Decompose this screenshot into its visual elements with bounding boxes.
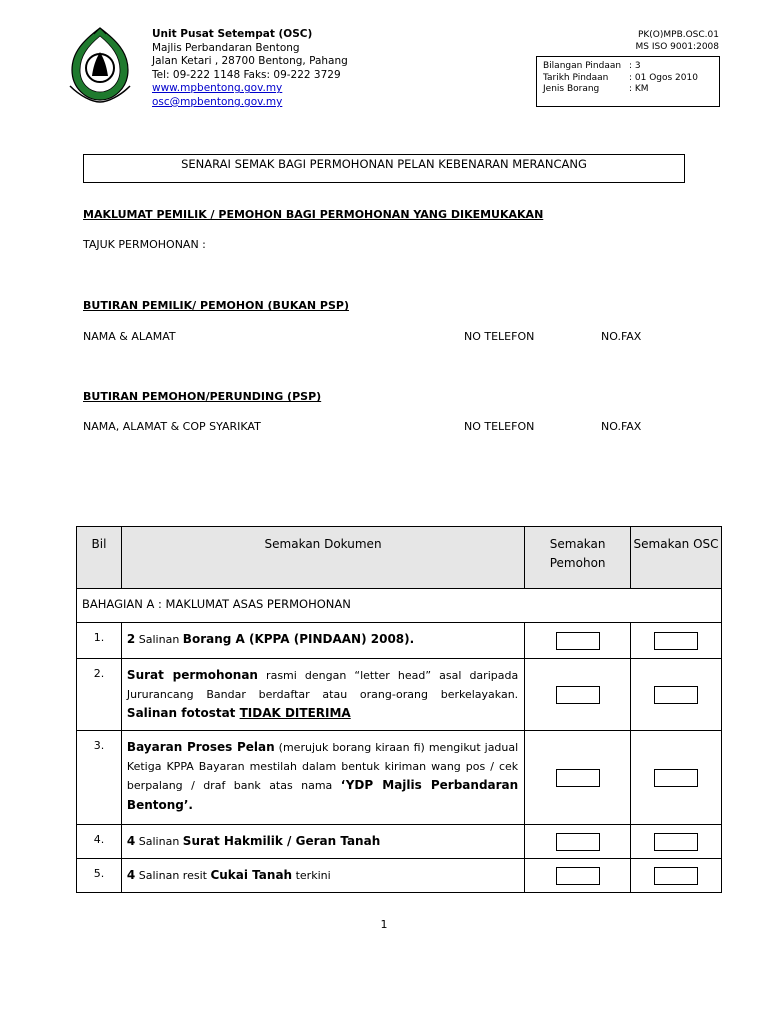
osc-checkbox[interactable] — [654, 833, 698, 851]
tel-fax: Tel: 09-222 1148 Faks: 09-222 3729 — [152, 68, 341, 81]
consultant-name-label: NAMA, ALAMAT & COP SYARIKAT — [83, 420, 261, 433]
applicant-checkbox[interactable] — [556, 632, 600, 650]
applicant-check-cell — [525, 825, 631, 859]
osc-check-cell — [631, 623, 722, 659]
checklist-table — [76, 526, 722, 893]
document-description: Bayaran Proses Pelan (merujuk borang kiraan fi) mengikut jadual Ketiga KPPA Bayaran mestilah dalam bentuk kiriman wang pos / cek berpalang / draf bank atas nama ‘YDP Majlis Perbandaran Bentong’. — [121, 731, 524, 825]
osc-checkbox[interactable] — [654, 632, 698, 650]
header-osc-check: Semakan OSC — [631, 527, 722, 589]
part-a-row — [77, 589, 722, 623]
osc-check-cell — [631, 859, 722, 893]
org-name: Unit Pusat Setempat (OSC) — [152, 28, 313, 40]
osc-checkbox[interactable] — [654, 769, 698, 787]
amendment-row: Jenis Borang : KM — [543, 84, 649, 94]
header-bil: Bil — [77, 527, 122, 589]
website-link[interactable]: www.mpbentong.gov.my — [152, 82, 283, 95]
amendment-box — [536, 56, 720, 107]
application-title-label: TAJUK PERMOHONAN : — [83, 238, 206, 251]
section-owner-details: BUTIRAN PEMILIK/ PEMOHON (BUKAN PSP) — [83, 299, 349, 312]
row-number: 4. — [77, 825, 122, 859]
council-logo — [64, 26, 136, 104]
iso-standard: MS ISO 9001:2008 — [635, 41, 719, 52]
osc-checkbox[interactable] — [654, 686, 698, 704]
consultant-phone-label: NO TELEFON — [464, 420, 535, 433]
osc-checkbox[interactable] — [654, 867, 698, 885]
part-a-heading: BAHAGIAN A : MAKLUMAT ASAS PERMOHONAN — [77, 589, 722, 623]
applicant-checkbox[interactable] — [556, 769, 600, 787]
form-code: PK(O)MPB.OSC.01 — [637, 30, 719, 40]
row-number: 1. — [77, 623, 122, 659]
council-name: Majlis Perbandaran Bentong — [152, 41, 300, 54]
applicant-check-cell — [525, 859, 631, 893]
council-address: Jalan Ketari , 28700 Bentong, Pahang — [152, 55, 348, 68]
table-header-row — [77, 527, 722, 589]
section-owner-info: MAKLUMAT PEMILIK / PEMOHON BAGI PERMOHONAN YANG DIKEMUKAKAN — [83, 208, 544, 221]
council-header — [152, 28, 348, 110]
osc-check-cell — [631, 731, 722, 825]
osc-check-cell — [631, 659, 722, 731]
amendment-row: Bilangan Pindaan : 3 — [543, 61, 641, 71]
document-description: Surat permohonan rasmi dengan “letter head” asal daripada Jururancang Bandar berdaftar atau orang-orang berkelayakan. Salinan fotostat TIDAK DITERIMA — [121, 659, 524, 731]
owner-phone-label: NO TELEFON — [464, 330, 535, 343]
row-number: 5. — [77, 859, 122, 893]
page-number: 1 — [380, 918, 388, 931]
form-title: SENARAI SEMAK BAGI PERMOHONAN PELAN KEBENARAN MERANCANG — [83, 154, 685, 183]
applicant-checkbox[interactable] — [556, 686, 600, 704]
document-description: 2 Salinan Borang A (KPPA (PINDAAN) 2008). — [121, 623, 524, 659]
table-row — [77, 859, 722, 893]
applicant-checkbox[interactable] — [556, 833, 600, 851]
applicant-checkbox[interactable] — [556, 867, 600, 885]
consultant-fax-label: NO.FAX — [601, 420, 642, 433]
form-reference — [636, 30, 720, 53]
applicant-check-cell — [525, 659, 631, 731]
owner-fax-label: NO.FAX — [601, 330, 642, 343]
section-consultant: BUTIRAN PEMOHON/PERUNDING (PSP) — [83, 390, 322, 403]
email-link[interactable]: osc@mpbentong.gov.my — [152, 95, 283, 108]
table-row — [77, 731, 722, 825]
table-row — [77, 659, 722, 731]
row-number: 2. — [77, 659, 122, 731]
table-row — [77, 825, 722, 859]
row-number: 3. — [77, 731, 122, 825]
document-description: 4 Salinan Surat Hakmilik / Geran Tanah — [121, 825, 524, 859]
amendment-row: Tarikh Pindaan : 01 Ogos 2010 — [543, 72, 698, 83]
table-row — [77, 623, 722, 659]
header-applicant-check: Semakan Pemohon — [525, 527, 631, 589]
header-document: Semakan Dokumen — [121, 527, 524, 589]
owner-name-label: NAMA & ALAMAT — [83, 330, 176, 343]
applicant-check-cell — [525, 623, 631, 659]
applicant-check-cell — [525, 731, 631, 825]
document-description: 4 Salinan resit Cukai Tanah terkini — [121, 859, 524, 893]
osc-check-cell — [631, 825, 722, 859]
